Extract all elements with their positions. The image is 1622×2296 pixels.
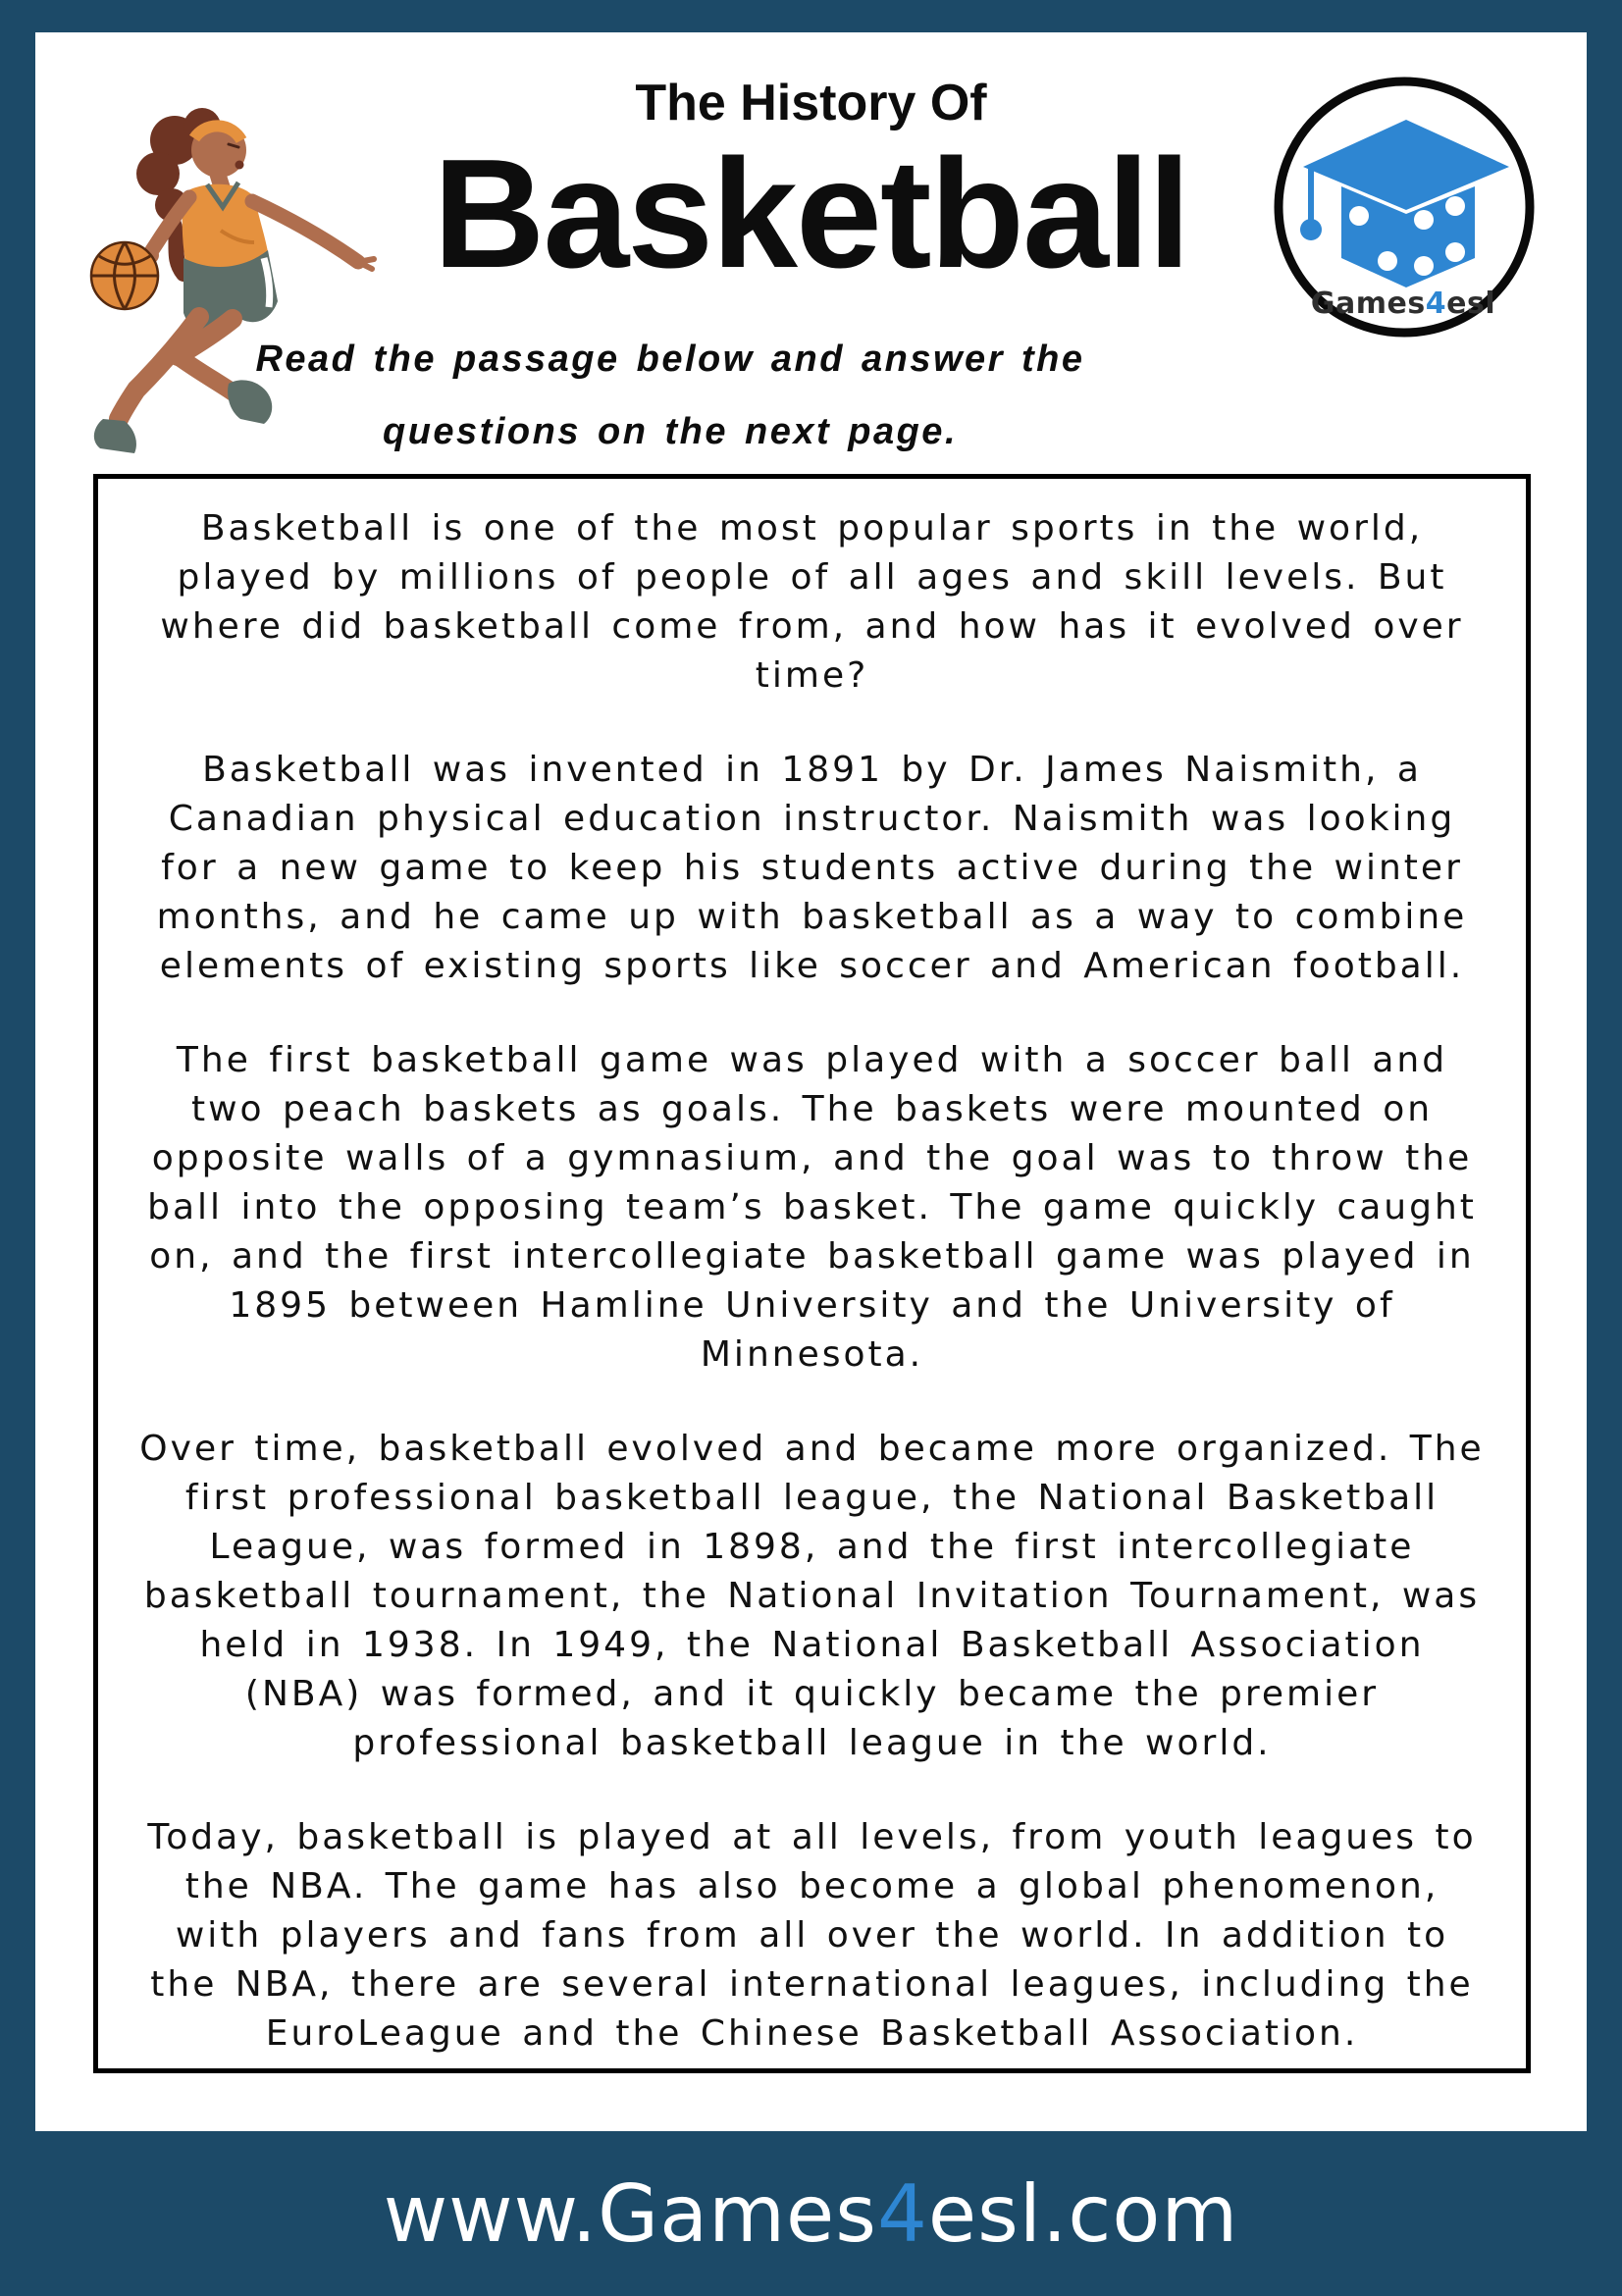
footer-url-prefix: www.Games [383, 2167, 877, 2260]
footer-bar [0, 2131, 1622, 2296]
footer-url-suffix: esl.com [927, 2167, 1239, 2260]
passage-paragraph: Basketball is one of the most popular sports in the world, played by millions of people of all ages and skill levels. But where did basketball come from, and how has it evolved over time? [160, 508, 1464, 696]
games4esl-logo [1266, 59, 1541, 343]
passage-paragraph: Today, basketball is played at all levels, from youth leagues to the NBA. The game has also become a global phenomenon, with players and fans from all over the world. In addition to the NBA, there are several international leagues, including the EuroLeague and the Chinese Basketball Association. [147, 1817, 1477, 2054]
worksheet-sheet [35, 32, 1587, 2131]
footer-url-accent: 4 [876, 2167, 928, 2260]
logo-label [1266, 287, 1541, 321]
logo-label-suffix: esl [1446, 287, 1496, 321]
passage-paragraph: Over time, basketball evolved and became more organized. The first professional basketball league, the National Basketball League, was formed in 1898, and the first intercollegiate basketball tournament, the National Invitation Tournament, was held in 1938. In 1949, the National Basketball Association (NBA) was formed, and it quickly became the premier professional basketball league in the world. [139, 1429, 1485, 1763]
page-title-large: Basketball [433, 128, 1189, 301]
logo-label-accent: 4 [1425, 287, 1447, 321]
footer-url [384, 2168, 1239, 2260]
instruction-text: Read the passage below and answer the questions on the next page. [255, 339, 1085, 452]
passage-paragraph: Basketball was invented in 1891 by Dr. James Naismith, a Canadian physical education instructor. Naismith was looking for a new game to keep his students active during the winter months, and he came up with basketball as a way to combine elements of existing sports like soccer and American football. [156, 750, 1468, 986]
page-title-small: The History Of [635, 75, 987, 131]
passage-box [93, 474, 1531, 2073]
logo-label-prefix: Games [1310, 287, 1426, 321]
passage-paragraph: The first basketball game was played with a soccer ball and two peach baskets as goals. The baskets were mounted on opposite walls of a gymnasium, and the goal was to throw the ball into the opposing team’s basket. The game quickly caught on, and the first intercollegiate basketball game was played in 1895 between Hamline University and the University of Minnesota. [147, 1040, 1477, 1375]
